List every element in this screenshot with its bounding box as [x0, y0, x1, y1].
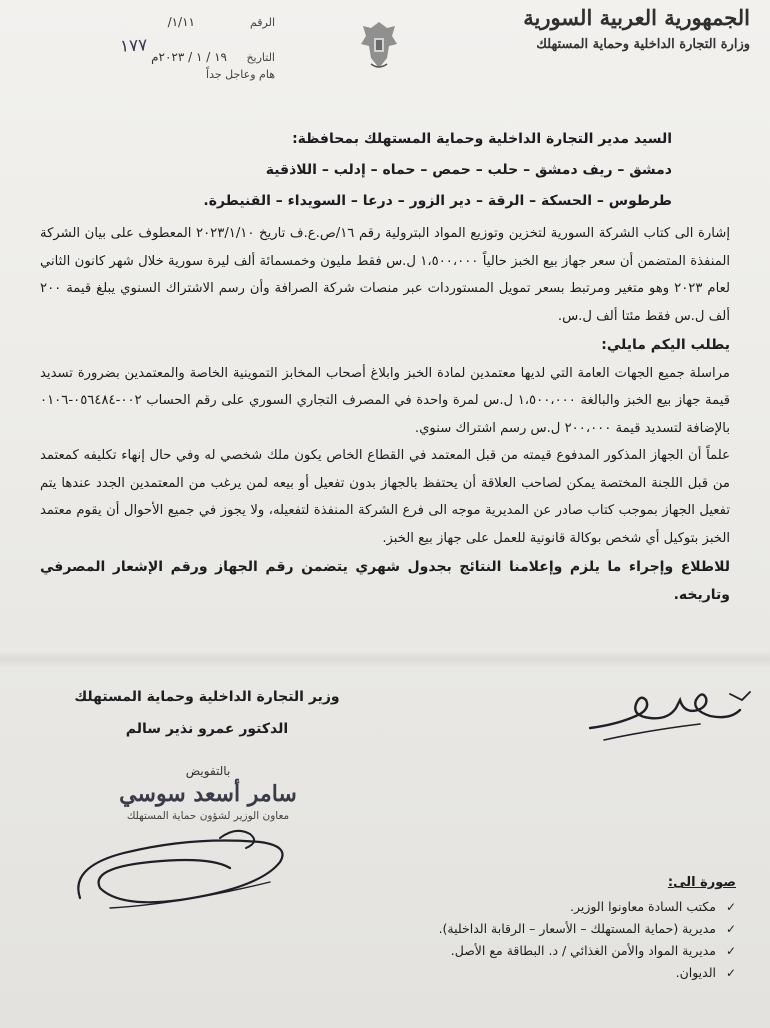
- minister-title: وزير التجارة الداخلية وحماية المستهلك: [74, 689, 340, 705]
- copies-list: [316, 896, 736, 984]
- copies-block: [316, 872, 736, 984]
- addressee-governorates: دمشق – ريف دمشق – حلب – حمص – حماه – إدلب – اللاذقية: [265, 162, 672, 178]
- copies-title: صورة الى:: [667, 875, 736, 890]
- request-heading: يطلب اليكم مايلي:: [601, 337, 730, 353]
- date-label: التاريخ: [246, 51, 275, 64]
- reference-label: الرقم: [249, 16, 275, 29]
- check-icon: ✓: [725, 966, 736, 980]
- closing-line: للاطلاع وإجراء ما يلزم وإعلامنا النتائج بجدول شهري يتضمن رقم الجهاز ورقم الإشعار المصرفي وتاريخه.: [40, 559, 730, 603]
- delegate-name: سامر أسعد سوسي: [119, 781, 297, 807]
- delegate-signature: [60, 808, 300, 928]
- check-icon: ✓: [725, 944, 736, 958]
- copy-recipient: [316, 940, 736, 962]
- check-icon: ✓: [725, 922, 736, 936]
- date-value: ١٩ / ١ / ٢٠٢٣م: [151, 50, 227, 64]
- copy-recipient-text: مديرية المواد والأمن الغذائي / د. البطاقة مع الأصل.: [450, 943, 716, 958]
- copy-recipient: [316, 918, 736, 940]
- letterhead: [480, 4, 750, 54]
- delegate-role: معاون الوزير لشؤون حماية المستهلك: [126, 810, 290, 822]
- check-icon: ✓: [725, 900, 736, 914]
- minister-name: الدكتور عمرو نذير سالم: [125, 721, 289, 737]
- addressee-governorates: طرطوس – الحسكة – الرقة – دير الزور – درعا – السويداء – القنيطرة.: [203, 193, 672, 209]
- ministry-name: وزارة التجارة الداخلية وحماية المستهلك: [536, 37, 750, 52]
- body-paragraph: إشارة الى كتاب الشركة السورية لتخزين وتوزيع المواد البترولية رقم ١٦/ص.ع.ف تاريخ ٢٠٢٣/١/١٠ المعطوف على بيان الشركة المنفذة المتضمن أن سعر جهاز بيع الخبز حالياً ١،٥٠٠،٠٠٠ ل.س فقط مليون وخمسمائة ألف ليرة سورية خلال شهر كانون الثاني لعام ٢٠٢٣ وهو متغير ومرتبط بسعر تمويل المستوردات عبر منصات شركة الصرافة وأن رسم الاشتراك السنوي يبلغ قيمة ٢٠٠ ألف ل.س فقط مئتا ألف ل.س.: [40, 226, 730, 324]
- copy-recipient-text: مكتب السادة معاونوا الوزير.: [569, 899, 716, 914]
- addressee-block: [112, 124, 672, 217]
- handwritten-reference-number: ١٧٧: [119, 35, 148, 57]
- delegation-label: بالتفويض: [185, 764, 231, 778]
- coat-of-arms-icon: [357, 18, 401, 74]
- minister-signature-block: [22, 684, 392, 742]
- addressee-line: السيد مدير التجارة الداخلية وحماية المستهلك بمحافظة:: [292, 131, 672, 147]
- handwritten-signature: [580, 680, 760, 750]
- urgency-note: هام وعاجل جداً: [206, 68, 275, 81]
- copy-recipient-text: مديرية (حماية المستهلك – الأسعار – الرقابة الداخلية).: [438, 921, 716, 936]
- copy-recipient: [316, 896, 736, 918]
- body-paragraph: علماً أن الجهاز المذكور المدفوع قيمته من قبل المعتمد في القطاع الخاص يكون ملك شخصي له وفي حال إنهاء تكليفه كمعتمد من قبل اللجنة المختصة يمكن لصاحب العلاقة أن يحتفظ بالجهاز بدون تفعيل أو بيعه لمن يرغب من المعتمدين الجدد عندها يتم تفعيل الجهاز بموجب كتاب صادر عن المديرية موجه الى فرع الشركة المنفذة لتفعيله، ولا يجوز في جميع الأحوال أن يقوم معتمد الخبز بتوكيل أي شخص بوكالة قانونية للعمل على جهاز بيع الخبز.: [40, 448, 730, 546]
- copy-recipient: [316, 962, 736, 984]
- reference-number: ١/١١/: [167, 15, 195, 29]
- copy-recipient-text: الديوان.: [675, 965, 716, 980]
- letter-body: [40, 220, 730, 609]
- paper-fold-shadow: [0, 650, 770, 668]
- country-name: الجمهورية العربية السورية: [523, 5, 750, 30]
- body-paragraph: مراسلة جميع الجهات العامة التي لديها معتمدين لمادة الخبز وابلاغ أصحاب المخابز التموينية الخاصة والمعتمدين بضرورة تسديد قيمة جهاز بيع الخبز والبالغة ١،٥٠٠،٠٠٠ ل.س لمرة واحدة في المصرف التجاري السوري على رقم الحساب ٠٠٢-٠٥٦٤٨٤-٠١٠٦ بالإضافة لتسديد قيمة ٢٠٠،٠٠٠ ل.س رسم اشتراك سنوي.: [40, 365, 730, 436]
